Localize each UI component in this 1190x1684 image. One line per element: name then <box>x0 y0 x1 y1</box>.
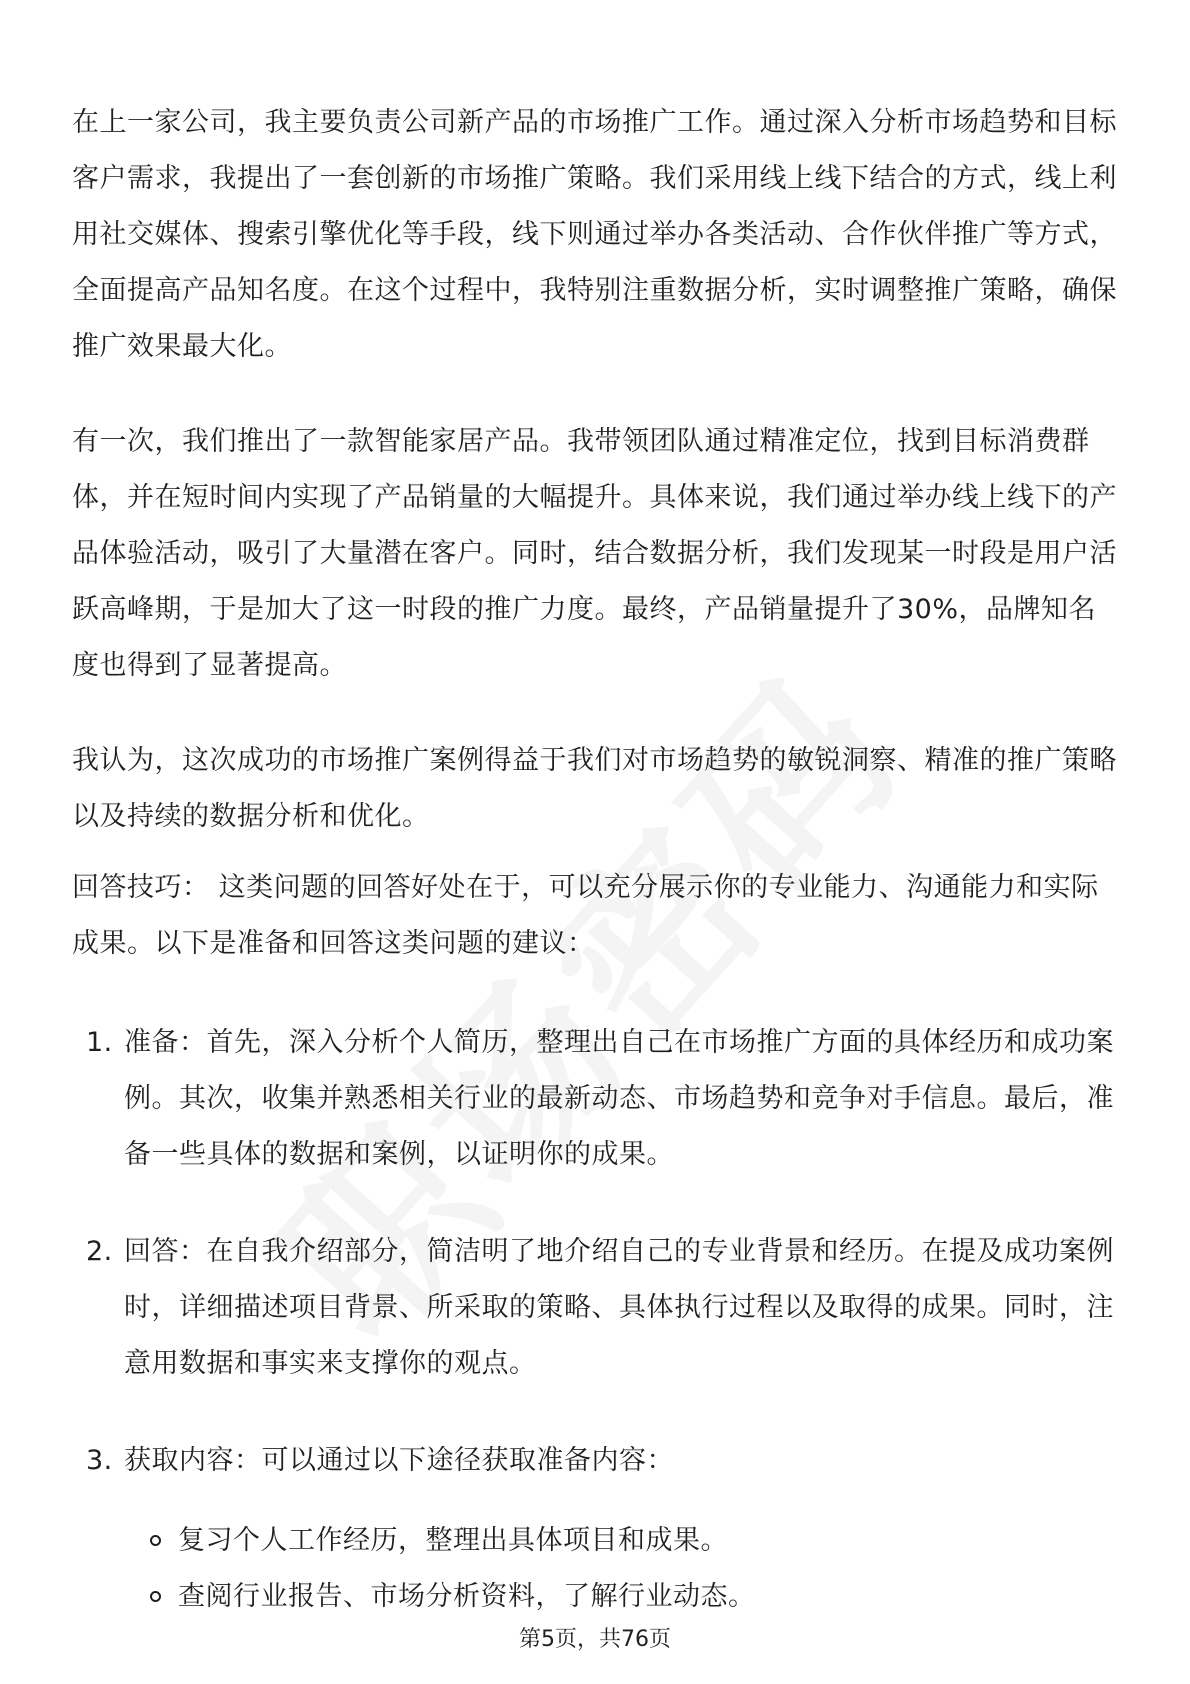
sub-list-item-text: 查阅行业报告、市场分析资料，了解行业动态。 <box>178 1581 756 1612</box>
page-footer: 第5页，共76页 <box>519 1627 671 1652</box>
list-number: 3. <box>86 1445 113 1476</box>
list-number: 1. <box>86 1027 113 1058</box>
numbered-list-item-1-container <box>72 1015 1122 1183</box>
list-item <box>72 1433 1122 1489</box>
list-item-text: 获取内容：可以通过以下途径获取准备内容： <box>124 1445 674 1476</box>
sub-list-item <box>148 1569 1128 1625</box>
paragraph-experience: 在上一家公司，我主要负责公司新产品的市场推广工作。通过深入分析市场趋势和目标客户需求，我提出了一套创新的市场推广策略。我们采用线上线下结合的方式，线上利用社交媒体、搜索引擎优化等手段，线下则通过举办各类活动、合作伙伴推广等方式，全面提高产品知名度。在这个过程中，我特别注重数据分析，实时调整推广策略，确保推广效果最大化。 <box>72 107 1117 362</box>
paragraph-conclusion: 我认为，这次成功的市场推广案例得益于我们对市场趋势的敏锐洞察、精准的推广策略以及持续的数据分析和优化。 <box>72 745 1117 832</box>
bullet-sub-list <box>148 1513 1128 1625</box>
list-item <box>72 1015 1122 1183</box>
paragraph-case-example: 有一次，我们推出了一款智能家居产品。我带领团队通过精准定位，找到目标消费群体，并在短时间内实现了产品销量的大幅提升。具体来说，我们通过举办线上线下的产品体验活动，吸引了大量潜在客户。同时，结合数据分析，我们发现某一时段是用户活跃高峰期，于是加大了这一时段的推广力度。最终，产品销量提升了30%，品牌知名度也得到了显著提高。 <box>72 426 1117 681</box>
numbered-list-item-2-container <box>72 1224 1122 1392</box>
list-item <box>72 1224 1122 1392</box>
numbered-list-item-3-container <box>72 1433 1122 1489</box>
list-item-text: 准备：首先，深入分析个人简历，整理出自己在市场推广方面的具体经历和成功案例。其次，收集并熟悉相关行业的最新动态、市场趋势和竞争对手信息。最后，准备一些具体的数据和案例，以证明你的成果。 <box>124 1027 1114 1170</box>
hollow-bullet-icon <box>150 1591 161 1602</box>
list-number: 2. <box>86 1236 113 1267</box>
hollow-bullet-icon <box>150 1535 161 1546</box>
list-item-text: 回答：在自我介绍部分，简洁明了地介绍自己的专业背景和经历。在提及成功案例时，详细描述项目背景、所采取的策略、具体执行过程以及取得的成果。同时，注意用数据和事实来支撑你的观点。 <box>124 1236 1114 1379</box>
sub-list-item-text: 复习个人工作经历，整理出具体项目和成果。 <box>178 1525 728 1556</box>
sub-list-item <box>148 1513 1128 1569</box>
paragraph-answer-tips: 回答技巧： 这类问题的回答好处在于，可以充分展示你的专业能力、沟通能力和实际成果。以下是准备和回答这类问题的建议： <box>72 872 1099 959</box>
